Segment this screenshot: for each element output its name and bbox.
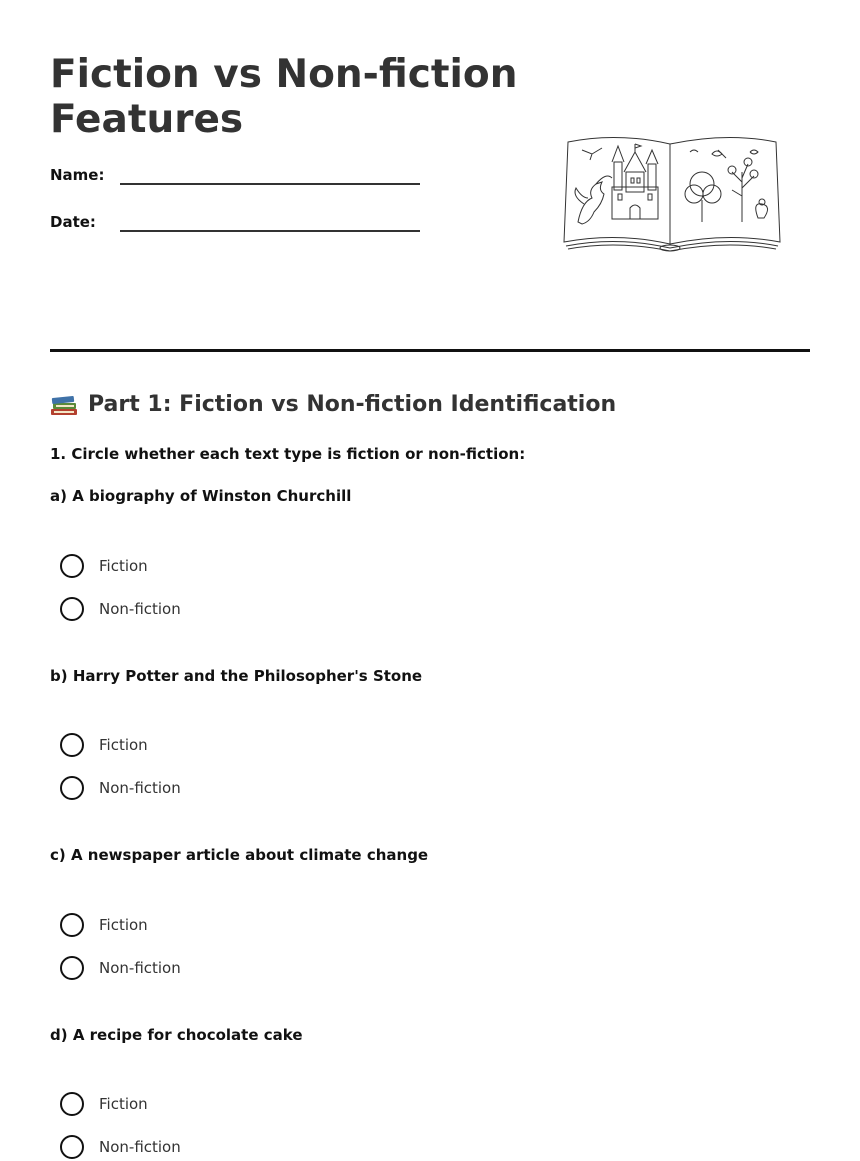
question-d: d) A recipe for chocolate cake [50, 1026, 303, 1044]
date-line[interactable] [120, 230, 420, 232]
date-label: Date: [50, 213, 96, 231]
option-c-nonfiction[interactable] [60, 956, 181, 980]
option-label: Non-fiction [99, 779, 181, 797]
option-d-nonfiction[interactable] [60, 1135, 181, 1159]
instruction-text: 1. Circle whether each text type is fiction or non-fiction: [50, 445, 526, 463]
option-c-fiction[interactable] [60, 913, 148, 937]
radio-button[interactable] [60, 554, 84, 578]
section-divider [50, 349, 810, 352]
name-field[interactable] [50, 160, 430, 186]
radio-button[interactable] [60, 1135, 84, 1159]
option-label: Non-fiction [99, 1138, 181, 1156]
question-b: b) Harry Potter and the Philosopher's Stone [50, 667, 423, 685]
date-field[interactable] [50, 207, 430, 233]
name-label: Name: [50, 166, 105, 184]
section-heading-text: Part 1: Fiction vs Non-fiction Identification [88, 391, 617, 417]
name-line[interactable] [120, 183, 420, 185]
radio-button[interactable] [60, 597, 84, 621]
open-storybook-illustration [562, 132, 782, 254]
option-label: Fiction [99, 557, 148, 575]
title-line-1: Fiction vs Non-fiction [50, 52, 518, 97]
radio-button[interactable] [60, 913, 84, 937]
question-c: c) A newspaper article about climate change [50, 846, 429, 864]
option-label: Fiction [99, 916, 148, 934]
option-label: Non-fiction [99, 959, 181, 977]
page-title [50, 52, 520, 142]
option-a-nonfiction[interactable] [60, 597, 181, 621]
question-a: a) A biography of Winston Churchill [50, 487, 352, 505]
radio-button[interactable] [60, 956, 84, 980]
option-b-nonfiction[interactable] [60, 776, 181, 800]
option-label: Fiction [99, 736, 148, 754]
option-d-fiction[interactable] [60, 1092, 148, 1116]
radio-button[interactable] [60, 1092, 84, 1116]
books-icon [50, 391, 78, 417]
section-heading [50, 388, 616, 420]
option-a-fiction[interactable] [60, 554, 148, 578]
radio-button[interactable] [60, 733, 84, 757]
option-label: Fiction [99, 1095, 148, 1113]
option-b-fiction[interactable] [60, 733, 148, 757]
title-line-2: Features [50, 97, 244, 142]
option-label: Non-fiction [99, 600, 181, 618]
radio-button[interactable] [60, 776, 84, 800]
